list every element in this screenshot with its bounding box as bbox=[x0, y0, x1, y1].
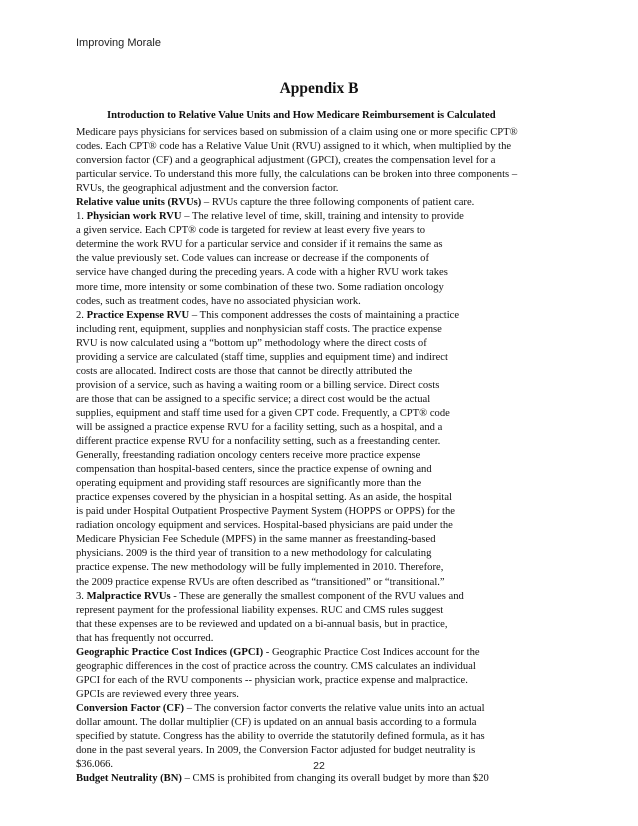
text-line bbox=[76, 238, 576, 252]
text-run: 1. bbox=[76, 211, 87, 223]
text-run: operating equipment and providing staff resources are significantly more than the bbox=[76, 478, 422, 490]
text-line bbox=[76, 604, 576, 618]
text-line bbox=[76, 224, 576, 238]
text-run: are those that can be assigned to a specific service; a direct cost would be the actual bbox=[76, 393, 431, 405]
text-line bbox=[76, 154, 576, 168]
text-run: - Geographic Practice Cost Indices account for the bbox=[263, 646, 480, 658]
text-run: different practice expense RVU for a nonfacility setting, such as a freestanding center. bbox=[76, 436, 441, 448]
text-run: the value previously set. Code values can increase or decrease if the components of bbox=[76, 253, 429, 265]
text-run: Generally, freestanding radiation oncology centers receive more practice expense bbox=[76, 450, 421, 462]
text-line bbox=[76, 126, 576, 140]
text-run: $36.066. bbox=[76, 759, 114, 771]
text-line bbox=[76, 182, 576, 196]
bold-term: Budget Neutrality (BN) bbox=[76, 773, 182, 785]
text-line bbox=[76, 702, 576, 716]
text-run: – RVUs capture the three following components of patient care. bbox=[201, 197, 475, 209]
text-run: service have changed during the preceding years. A code with a higher RVU work takes bbox=[76, 267, 448, 279]
text-run: that has frequently not occurred. bbox=[76, 632, 214, 644]
text-run: – The conversion factor converts the relative value units into an actual bbox=[184, 702, 485, 714]
text-line bbox=[76, 365, 576, 379]
text-line bbox=[76, 688, 576, 702]
text-line bbox=[76, 576, 576, 590]
bold-term: Geographic Practice Cost Indices (GPCI) bbox=[76, 646, 264, 658]
text-run: 3. bbox=[76, 590, 87, 602]
text-run: providing a service are calculated (staff time, supplies and equipment time) and indirect bbox=[76, 351, 448, 363]
text-run: particular service. To understand this more fully, the calculations can be broken into three components – bbox=[76, 169, 518, 181]
text-line bbox=[76, 491, 576, 505]
text-line bbox=[76, 674, 576, 688]
text-line bbox=[76, 309, 576, 323]
running-header: Improving Morale bbox=[76, 37, 161, 49]
text-run: GPCIs are reviewed every three years. bbox=[76, 688, 239, 700]
text-line bbox=[76, 660, 576, 674]
text-line bbox=[76, 168, 576, 182]
bold-term: Physician work RVU bbox=[86, 211, 182, 223]
text-line bbox=[76, 379, 576, 393]
text-run: – This component addresses the costs of maintaining a practice bbox=[189, 309, 460, 321]
text-line bbox=[76, 252, 576, 266]
text-run: represent payment for the professional liability expenses. RUC and CMS rules suggest bbox=[76, 604, 444, 616]
text-line bbox=[76, 323, 576, 337]
text-line bbox=[76, 547, 576, 561]
text-run: will be assigned a practice expense RVU for a facility setting, such as a hospital, and a bbox=[76, 421, 443, 433]
text-line bbox=[76, 618, 576, 632]
body-text bbox=[76, 126, 576, 786]
text-line bbox=[76, 463, 576, 477]
text-run: – CMS is prohibited from changing its overall budget by more than $20 bbox=[181, 773, 489, 785]
text-line bbox=[76, 140, 576, 154]
text-run: practice expense. The new methodology will be fully implemented in 2010. Therefore, bbox=[76, 562, 444, 574]
text-run: supplies, equipment and staff time used for a given CPT code. Frequently, a CPT® code bbox=[76, 407, 450, 419]
bold-term: Practice Expense RVU bbox=[86, 309, 190, 321]
text-run: determine the work RVU for a particular service and consider if it remains the same as bbox=[76, 239, 443, 251]
text-line bbox=[76, 505, 576, 519]
text-line bbox=[76, 646, 576, 660]
text-run: Medicare pays physicians for services based on submission of a claim using one or more specific CPT® bbox=[76, 127, 518, 138]
text-line bbox=[76, 393, 576, 407]
text-run: practice expenses covered by the physician in a hospital setting. As an aside, the hospital bbox=[76, 492, 452, 504]
text-line bbox=[76, 477, 576, 491]
text-line bbox=[76, 407, 576, 421]
text-run: dollar amount. The dollar multiplier (CF) is updated on an annual basis according to a formula bbox=[76, 716, 477, 728]
text-line bbox=[76, 632, 576, 646]
text-line bbox=[76, 196, 576, 210]
text-run: costs are allocated. Indirect costs are those that cannot be directly attributed the bbox=[76, 365, 413, 377]
text-run: a given service. Each CPT® code is targeted for review at least every five years to bbox=[76, 225, 426, 237]
bold-term: Malpractice RVUs bbox=[86, 590, 171, 602]
text-run: GPCI for each of the RVU components -- physician work, practice expense and malpractice. bbox=[76, 674, 468, 686]
text-run: that these expenses are to be reviewed and updated on a bi-annual basis, but in practice, bbox=[76, 618, 448, 630]
text-line bbox=[76, 744, 576, 758]
section-heading: Introduction to Relative Value Units and How Medicare Reimbursement is Calculated bbox=[107, 110, 496, 121]
text-run: physicians. 2009 is the third year of transition to a new methodology for calculating bbox=[76, 548, 432, 560]
text-line bbox=[76, 590, 576, 604]
bold-term: Conversion Factor (CF) bbox=[76, 702, 185, 714]
text-run: geographic differences in the cost of practice across the country. CMS calculates an individual bbox=[76, 660, 476, 672]
page-title: Appendix B bbox=[279, 80, 359, 97]
text-line bbox=[76, 716, 576, 730]
text-run: provision of a service, such as having a waiting room or a billing service. Direct costs bbox=[76, 379, 440, 391]
text-line bbox=[76, 730, 576, 744]
text-run: the 2009 practice expense RVUs are often described as “transitioned” or “transitional.” bbox=[76, 576, 445, 588]
text-run: done in the past several years. In 2009, the Conversion Factor adjusted for budget neutrality is bbox=[76, 745, 476, 757]
text-line bbox=[76, 351, 576, 365]
text-run: codes. Each CPT® code has a Relative Value Unit (RVU) assigned to it which, when multiplied by the bbox=[76, 141, 512, 153]
text-run: - These are generally the smallest component of the RVU values and bbox=[170, 590, 464, 602]
text-run: compensation than hospital-based centers, since the practice expense of owning and bbox=[76, 464, 432, 476]
text-line bbox=[76, 281, 576, 295]
text-run: is paid under Hospital Outpatient Prospective Payment System (HOPPS or OPPS) for the bbox=[76, 506, 455, 518]
page-number: 22 bbox=[313, 760, 325, 772]
text-run: codes, such as treatment codes, have no associated physician work. bbox=[76, 295, 361, 307]
text-line bbox=[76, 435, 576, 449]
text-run: RVUs, the geographical adjustment and the conversion factor. bbox=[76, 183, 339, 195]
text-run: including rent, equipment, supplies and nonphysician staff costs. The practice expense bbox=[76, 323, 442, 335]
text-run: radiation oncology equipment and services. Hospital-based physicians are paid under the bbox=[76, 520, 453, 532]
bold-term: Relative value units (RVUs) bbox=[76, 197, 202, 209]
text-line bbox=[76, 295, 576, 309]
text-line bbox=[76, 533, 576, 547]
text-run: 2. bbox=[76, 309, 87, 321]
text-run: specified by statute. Congress has the ability to override the statutorily defined formula, as it has bbox=[76, 731, 485, 743]
text-run: more time, more intensity or some combination of these two. Some radiation oncology bbox=[76, 281, 444, 293]
text-line bbox=[76, 561, 576, 575]
text-line bbox=[76, 449, 576, 463]
text-line bbox=[76, 772, 576, 786]
text-run: Medicare Physician Fee Schedule (MPFS) in the same manner as freestanding-based bbox=[76, 534, 436, 546]
text-line bbox=[76, 337, 576, 351]
text-run: conversion factor (CF) and a geographical adjustment (GPCI), creates the compensation level for a bbox=[76, 155, 496, 167]
text-line bbox=[76, 266, 576, 280]
text-run: RVU is now calculated using a “bottom up” methodology where the direct costs of bbox=[76, 337, 427, 349]
text-line bbox=[76, 421, 576, 435]
text-line bbox=[76, 519, 576, 533]
text-run: – The relative level of time, skill, training and intensity to provide bbox=[181, 211, 464, 223]
text-line bbox=[76, 210, 576, 224]
